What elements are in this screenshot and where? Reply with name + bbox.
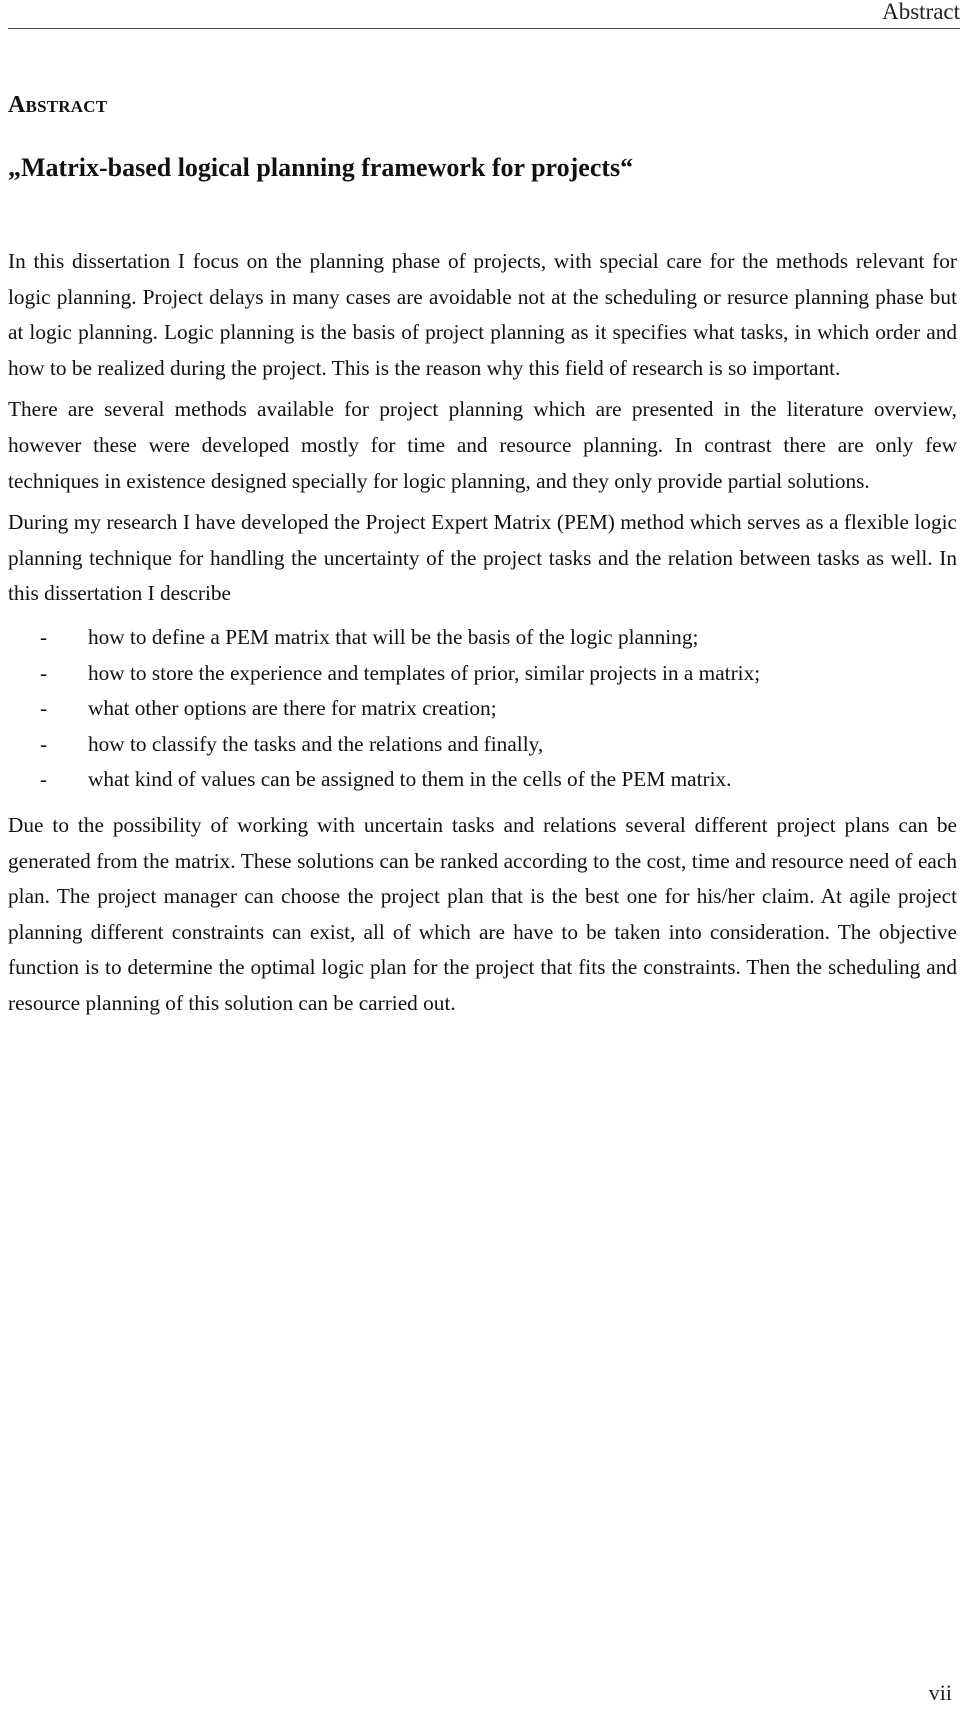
list-marker: - [40,624,48,649]
contribution-list [8,620,957,798]
list-item-text: how to store the experience and templates of prior, similar projects in a matrix; [88,660,761,685]
list-item [8,762,957,798]
paragraph-research: During my research I have developed the Project Expert Matrix (PEM) method which serves as a flexible logic planning technique for handling the uncertainty of the project tasks and the relation between tasks as well. In this dissertation I describe [8,510,957,606]
section-heading: Abstract [8,92,108,118]
document-title: „Matrix-based logical planning framework for projects“ [8,153,634,182]
list-item-text: how to classify the tasks and the relations and finally, [88,731,544,756]
list-item [8,656,957,692]
paragraph-closing: Due to the possibility of working with uncertain tasks and relations several different project plans can be generated from the matrix. These solutions can be ranked according to the cost, time and resource need of each plan. The project manager can choose the project plan that is the best one for his/her claim. At agile project planning different constraints can exist, all of which are have to be taken into consideration. The objective function is to determine the optimal logic plan for the project that fits the constraints. Then the scheduling and resource planning of this solution can be carried out. [8,812,957,1015]
list-item-text: what kind of values can be assigned to them in the cells of the PEM matrix. [88,767,732,792]
list-item-text: how to define a PEM matrix that will be the basis of the logic planning; [88,624,699,649]
running-header: Abstract [882,0,960,24]
list-item [8,727,957,763]
list-marker: - [40,660,48,685]
page-number: vii [928,1680,952,1705]
list-item-text: what other options are there for matrix creation; [88,696,497,721]
list-item [8,691,957,727]
list-item [8,620,957,656]
page-body [8,88,957,1021]
header-rule [8,28,960,29]
list-marker: - [40,767,48,792]
paragraph-intro: In this dissertation I focus on the planning phase of projects, with special care for the methods relevant for logic planning. Project delays in many cases are avoidable not at the scheduling or resurce planning phase but at logic planning. Logic planning is the basis of project planning as it specifies what tasks, in which order and how to be realized during the project. This is the reason why this field of research is so important. [8,249,957,380]
paragraph-methods: There are several methods available for project planning which are presented in the literature overview, however these were developed mostly for time and resource planning. In contrast there are only few techniques in existence designed specially for logic planning, and they only provide partial solutions. [8,397,957,493]
list-marker: - [40,696,48,721]
list-marker: - [40,731,48,756]
